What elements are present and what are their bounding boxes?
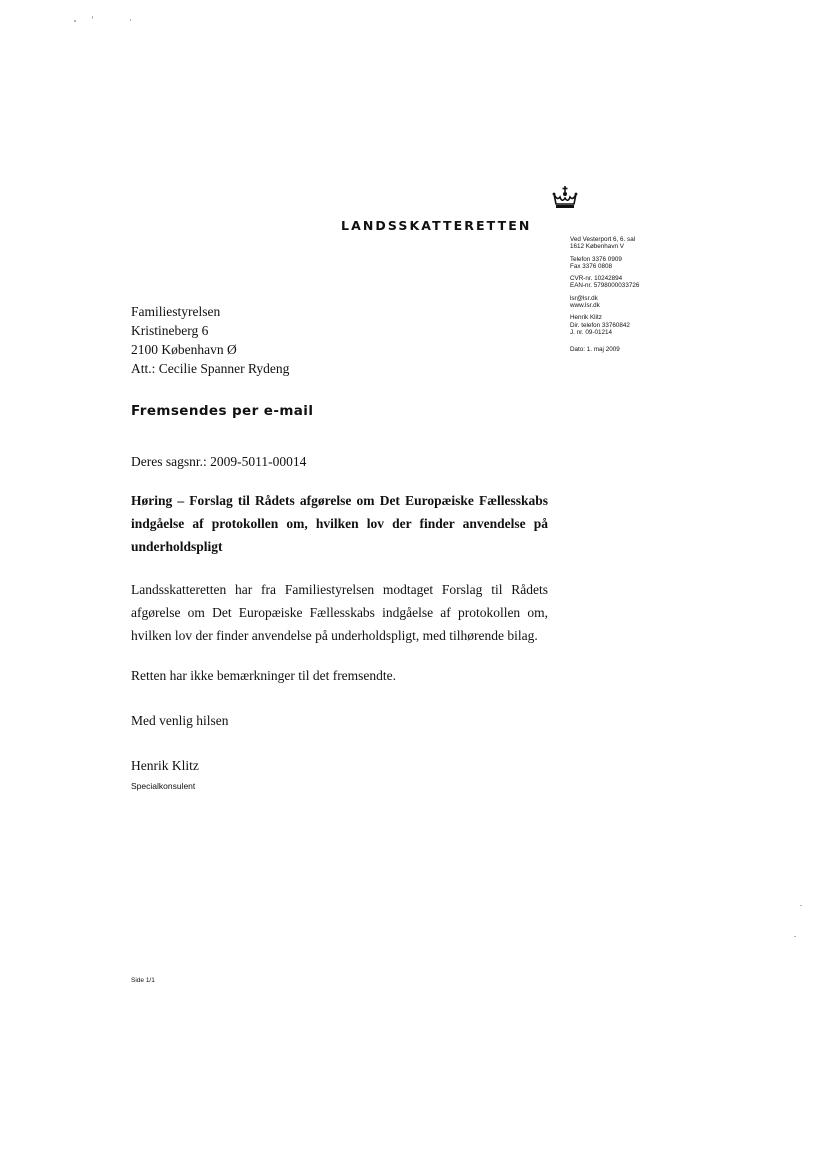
case-reference: Deres sagsnr.: 2009-5011-00014 xyxy=(131,454,307,469)
scan-speck xyxy=(130,19,131,21)
page-number: Side 1/1 xyxy=(131,977,155,984)
signer-title: Specialkonsulent xyxy=(131,781,196,791)
contact-name: Henrik Klitz xyxy=(570,314,602,322)
closing: Med venlig hilsen xyxy=(131,713,229,728)
organization-name: LANDSSKATTERETTEN xyxy=(341,218,532,233)
sender-contact xyxy=(570,314,639,336)
delivery-heading: Fremsendes per e-mail xyxy=(131,403,314,419)
scan-speck xyxy=(74,20,76,22)
sender-info xyxy=(570,236,639,359)
sender-ids xyxy=(570,275,639,290)
contact-phone: Dir. telefon 33760842 xyxy=(570,321,630,329)
sender-ean: EAN-nr. 5798000033726 xyxy=(570,282,640,290)
sender-website: www.lsr.dk xyxy=(570,302,600,310)
scan-speck xyxy=(794,936,796,937)
sender-cvr: CVR-nr. 10242894 xyxy=(570,275,623,283)
sender-email: lsr@lsr.dk xyxy=(570,294,598,302)
subject xyxy=(131,489,548,558)
body-line: hvilken lov der finder anvendelse på underholdspligt, med tilhørende bilag. xyxy=(131,628,538,643)
subject-line: underholdspligt xyxy=(131,539,223,554)
sender-address xyxy=(570,236,639,251)
sender-address-line: 1612 København V xyxy=(570,243,624,251)
recipient-line: Att.: Cecilie Spanner Rydeng xyxy=(131,361,290,376)
recipient-line: Kristineberg 6 xyxy=(131,323,209,338)
letter-date xyxy=(570,346,639,353)
sender-fax-line: Fax 3376 0808 xyxy=(570,262,613,270)
journal-number: J. nr. 09-01214 xyxy=(570,328,613,336)
body-line: Landsskatteretten har fra Familiestyrelsen modtaget Forslag til Rådets xyxy=(131,582,548,597)
subject-line: indgåelse af protokollen om, hvilken lov der finder anvendelse på xyxy=(131,516,548,531)
body-paragraph xyxy=(131,578,548,647)
body-paragraph-2: Retten har ikke bemærkninger til det fremsendte. xyxy=(131,668,397,683)
recipient-address xyxy=(131,302,289,378)
crown-icon xyxy=(552,186,578,210)
sender-phone xyxy=(570,256,639,271)
sender-web xyxy=(570,295,639,310)
sender-address-line: Ved Vesterport 6, 6. sal xyxy=(570,236,636,243)
recipient-line: 2100 København Ø xyxy=(131,342,237,357)
scan-speck xyxy=(800,905,802,906)
signer-name: Henrik Klitz xyxy=(131,758,199,773)
recipient-line: Familiestyrelsen xyxy=(131,304,221,319)
subject-line: Høring – Forslag til Rådets afgørelse om Det Europæiske Fællesskabs xyxy=(131,493,548,508)
scan-speck xyxy=(92,16,93,19)
sender-phone-line: Telefon 3376 0909 xyxy=(570,255,622,263)
body-line: afgørelse om Det Europæiske Fællesskabs indgåelse af protokollen om, xyxy=(131,605,548,620)
letter-date-text: Dato: 1. maj 2009 xyxy=(570,346,620,354)
